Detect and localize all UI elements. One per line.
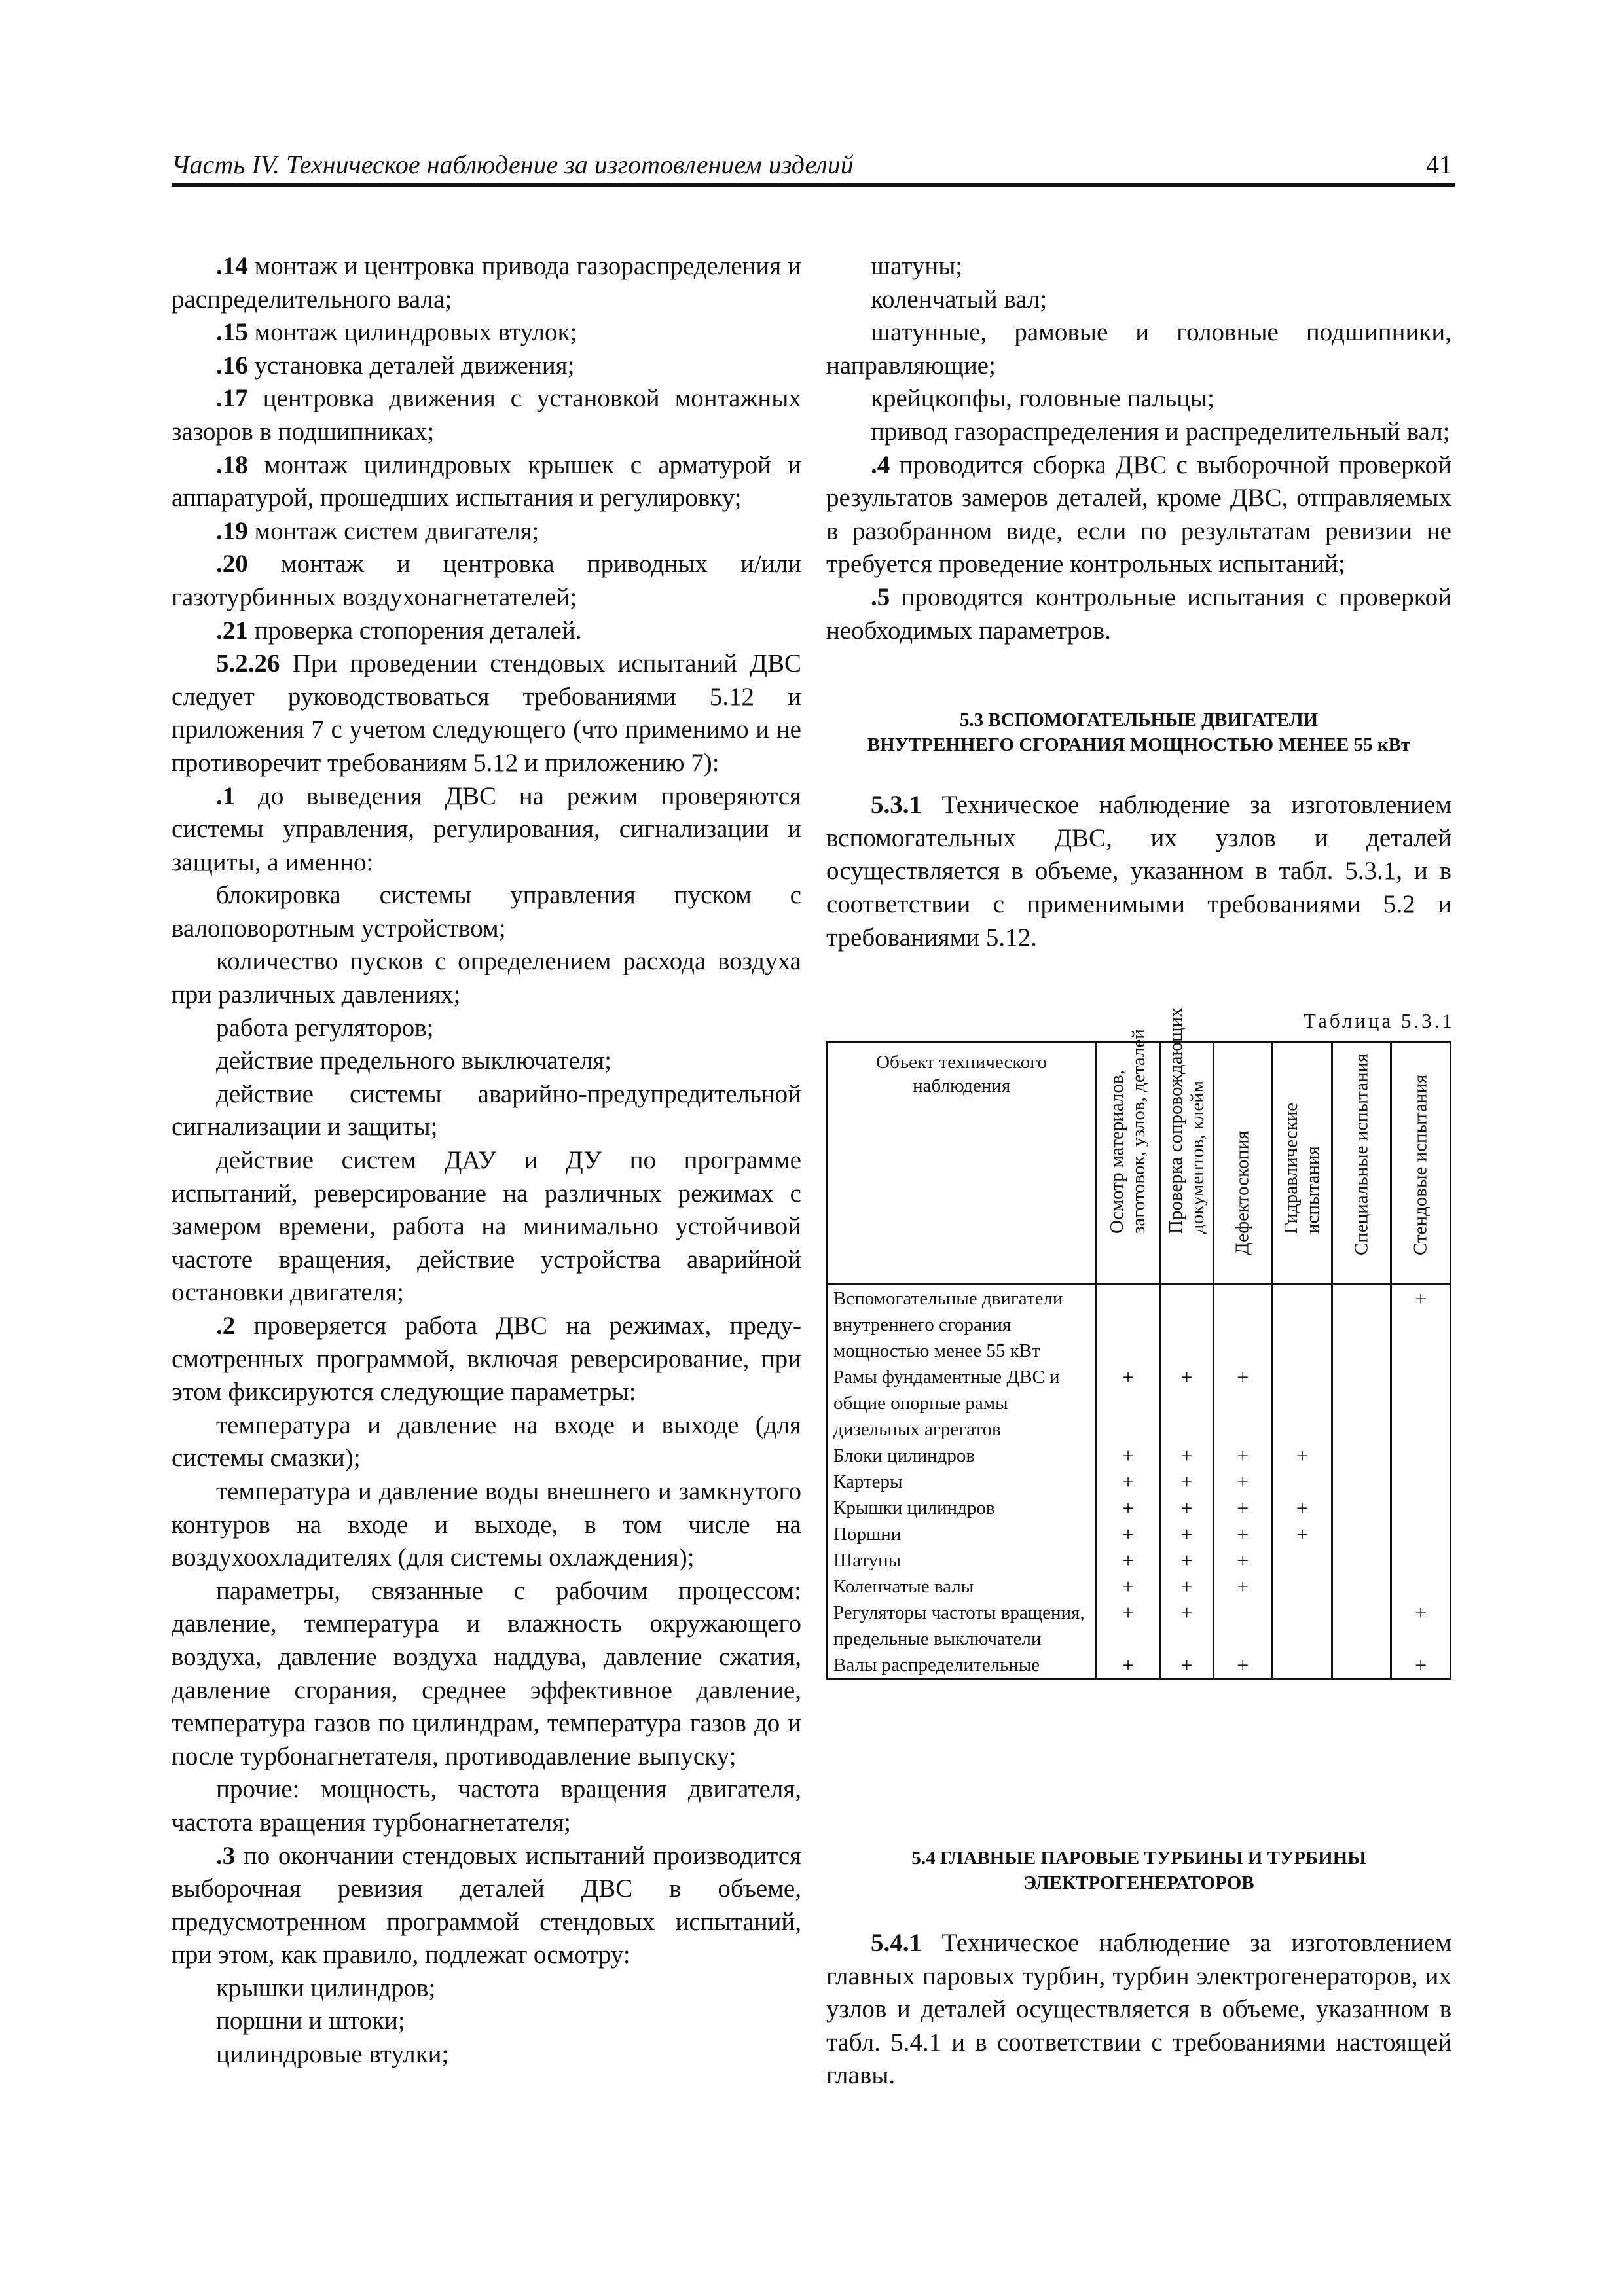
table-row	[828, 1364, 1451, 1443]
page-number: 41	[1426, 150, 1452, 179]
table-cell-mark	[1273, 1285, 1332, 1365]
table-cell-mark: +	[1096, 1495, 1161, 1521]
table-cell-mark: +	[1096, 1521, 1161, 1547]
table-cell-mark: +	[1096, 1364, 1161, 1443]
column-header: Проверка сопровождающих документов, клейм	[1160, 1042, 1213, 1285]
table-cell-mark	[1391, 1573, 1451, 1600]
table-cell-mark: +	[1391, 1285, 1451, 1365]
paragraph: крышки цилиндров;	[216, 1973, 436, 2002]
table-row	[828, 1285, 1451, 1365]
paragraph: прочие: мощность, частота вращения двигателя, частота вращения турбонагнетателя;	[172, 1775, 801, 1837]
table-row	[828, 1495, 1451, 1521]
table-header-row	[828, 1042, 1451, 1285]
table-cell-object: Шатуны	[828, 1547, 1096, 1573]
paragraph: .1 до выведения ДВС на режим проверяются системы управления, регулирования, сигнализации и защиты, а именно:	[172, 781, 801, 876]
table-cell-object: Поршни	[828, 1521, 1096, 1547]
table-cell-mark: +	[1273, 1443, 1332, 1469]
paragraph: параметры, связанные с рабочим процессом: давление, температура и влажность окружающего воздуха, давление воздуха наддува, давление сжатия, давление сгорания, среднее эффективное давление, температура газов по цилиндрам, температура газов до и после турбонагнетателя, противодавление выпуску;	[172, 1576, 801, 1770]
table-cell-mark: +	[1213, 1364, 1273, 1443]
table-cell-mark	[1391, 1469, 1451, 1495]
object-column-header: Объект технического наблюдения	[828, 1042, 1096, 1285]
left-column	[172, 250, 801, 2072]
paragraph: .4 проводится сборка ДВС с выборочной проверкой результатов замеров деталей, кроме ДВС, отправляемых в разобранном виде, если по результатам ревизии не требуется проведение контрольных испытаний;	[826, 450, 1451, 579]
table-cell-object: Рамы фундаментные ДВС и общие опорные рамы дизельных агрегатов	[828, 1364, 1096, 1443]
paragraph: цилиндровые втулки;	[216, 2040, 449, 2069]
table-cell-mark: +	[1213, 1547, 1273, 1573]
paragraph: коленчатый вал;	[871, 285, 1048, 314]
running-title: Часть IV. Техническое наблюдение за изготовлением изделий	[172, 150, 854, 179]
paragraph: блокировка системы управления пуском с валоповоротным устройством;	[172, 881, 801, 942]
table-cell-object: Блоки цилиндров	[828, 1443, 1096, 1469]
right-column	[826, 250, 1451, 954]
table-cell-mark: +	[1273, 1495, 1332, 1521]
column-header: Стендовые испытания	[1391, 1042, 1451, 1285]
paragraph: действие системы аварийно-предупредительной сигнализации и защиты;	[172, 1079, 801, 1141]
table-row	[828, 1547, 1451, 1573]
table-cell-mark: +	[1213, 1469, 1273, 1495]
paragraph: .17 центровка движения с установкой монтажных зазоров в подшипниках;	[172, 384, 801, 446]
table-cell-mark: +	[1096, 1573, 1161, 1600]
paragraph: шатунные, рамовые и головные подшипники, направляющие;	[826, 318, 1451, 380]
table-cell-mark: +	[1160, 1469, 1213, 1495]
column-header: Гидравлические испытания	[1273, 1042, 1332, 1285]
table-cell-mark	[1213, 1600, 1273, 1652]
table-cell-mark	[1332, 1364, 1391, 1443]
table-cell-mark: +	[1213, 1495, 1273, 1521]
paragraph: привод газораспределения и распределительный вал;	[871, 417, 1450, 446]
paragraph: действие систем ДАУ и ДУ по программе испытаний, реверсирование на различных режимах с замером времени, работа на минимально устойчивой частоте вращения, действие устройства аварийной остановки двигателя;	[172, 1146, 801, 1307]
table-cell-mark	[1332, 1443, 1391, 1469]
paragraph: 5.2.26 При проведении стендовых испытаний ДВС следует руководствоваться требованиями 5.12 и приложения 7 с учетом следующего (что применимо и не противоречит требованиям 5.12 и приложению 7):	[172, 649, 801, 777]
table-cell-object: Картеры	[828, 1469, 1096, 1495]
paragraph: крейцкопфы, головные пальцы;	[871, 384, 1215, 413]
table-cell-mark: +	[1096, 1547, 1161, 1573]
right-column-list	[826, 250, 1451, 647]
paragraph: температура и давление на входе и выходе (для системы смазки);	[172, 1410, 801, 1473]
paragraph: работа регуляторов;	[216, 1013, 434, 1042]
table-cell-mark	[1213, 1285, 1273, 1365]
paragraph: .14 монтаж и центровка привода газораспределения и распределительного вала;	[172, 252, 801, 314]
paragraph: поршни и штоки;	[216, 2007, 405, 2036]
table-cell-mark: +	[1160, 1364, 1213, 1443]
table-cell-mark	[1391, 1443, 1451, 1469]
table-cell-object: Коленчатые валы	[828, 1573, 1096, 1600]
table-cell-mark	[1332, 1469, 1391, 1495]
table-row	[828, 1600, 1451, 1652]
table-cell-mark: +	[1213, 1652, 1273, 1679]
section-5-4-heading: 5.4 ГЛАВНЫЕ ПАРОВЫЕ ТУРБИНЫ И ТУРБИНЫ ЭЛЕКТРОГЕНЕРАТОРОВ	[911, 1848, 1366, 1893]
column-header: Дефектоскопия	[1213, 1042, 1273, 1285]
table-cell-object: Валы распределительные	[828, 1652, 1096, 1679]
table-cell-mark	[1332, 1285, 1391, 1365]
paragraph: температура и давление воды внешнего и замкнутого контуров на входе и выходе, в том числе на воздухоохладителях (для системы охлаждения);	[172, 1477, 801, 1572]
section-5-3-heading: 5.3 ВСПОМОГАТЕЛЬНЫЕ ДВИГАТЕЛИ ВНУТРЕННЕГО СГОРАНИЯ МОЩНОСТЬЮ МЕНЕЕ 55 кВт	[867, 709, 1411, 756]
paragraph: действие предельного выключателя;	[216, 1047, 612, 1075]
table-cell-mark	[1332, 1547, 1391, 1573]
table-cell-mark	[1391, 1364, 1451, 1443]
table-cell-mark	[1273, 1547, 1332, 1573]
paragraph: .2 проверяется работа ДВС на режимах, предусмотренных программой, включая реверсирование, при этом фиксируются следующие параметры:	[172, 1312, 801, 1407]
table-cell-mark: +	[1160, 1443, 1213, 1469]
table-row	[828, 1469, 1451, 1495]
table-row	[828, 1521, 1451, 1547]
table-cell-mark	[1391, 1495, 1451, 1521]
column-header: Специальные испытания	[1332, 1042, 1391, 1285]
page-header	[172, 145, 1455, 187]
table-cell-object: Вспомогательные двигатели внутреннего сгорания мощностью менее 55 кВт	[828, 1285, 1096, 1365]
table-cell-mark: +	[1391, 1652, 1451, 1679]
column-header: Осмотр материалов, заготовок, узлов, деталей	[1096, 1042, 1161, 1285]
table-cell-mark: +	[1160, 1521, 1213, 1547]
table-cell-mark	[1391, 1547, 1451, 1573]
table-cell-mark: +	[1213, 1573, 1273, 1600]
paragraph: .16 установка деталей движения;	[216, 351, 575, 380]
table-cell-mark: +	[1096, 1443, 1161, 1469]
table-cell-mark: +	[1213, 1443, 1273, 1469]
table-cell-mark: +	[1160, 1547, 1213, 1573]
table-cell-mark	[1332, 1495, 1391, 1521]
table-cell-mark: +	[1213, 1521, 1273, 1547]
table-cell-mark	[1273, 1469, 1332, 1495]
table-cell-mark	[1332, 1521, 1391, 1547]
paragraph-5-4-1: 5.4.1 Техническое наблюдение за изготовлением главных паровых турбин, турбин электрогенераторов, их узлов и деталей осуществляется в объеме, указанном в табл. 5.4.1 и в соответствии с требованиями настоящей главы.	[826, 1929, 1451, 2090]
paragraph-5-3-1: 5.3.1 Техническое наблюдение за изготовлением вспомогательных ДВС, их узлов и деталей осуществляется в объеме, указанном в табл. 5.3.1, и в соответствии с применимыми требованиями 5.2 и требованиями 5.12.	[826, 791, 1451, 952]
table-cell-mark: +	[1096, 1469, 1161, 1495]
table-cell-mark	[1391, 1521, 1451, 1547]
table-cell-mark	[1273, 1573, 1332, 1600]
table-cell-mark: +	[1096, 1600, 1161, 1652]
table-cell-mark: +	[1391, 1600, 1451, 1652]
paragraph: .5 проводятся контрольные испытания с проверкой необходимых параметров.	[826, 583, 1451, 645]
table-caption: Таблица 5.3.1	[1303, 1009, 1455, 1032]
paragraph: шатуны;	[871, 252, 963, 280]
table-cell-object: Крышки цилиндров	[828, 1495, 1096, 1521]
paragraph: .20 монтаж и центровка приводных и/или газотурбинных воздухонагнетателей;	[172, 550, 801, 611]
table-cell-mark	[1160, 1285, 1213, 1365]
table-cell-mark	[1273, 1652, 1332, 1679]
table-cell-mark	[1273, 1600, 1332, 1652]
table-cell-mark: +	[1160, 1495, 1213, 1521]
table-cell-mark: +	[1160, 1652, 1213, 1679]
table-cell-mark	[1096, 1285, 1161, 1365]
paragraph: количество пусков с определением расхода воздуха при различных давлениях;	[172, 947, 801, 1009]
table-cell-mark	[1332, 1600, 1391, 1652]
table-cell-object: Регуляторы частоты вращения, предельные выключатели	[828, 1600, 1096, 1652]
table-cell-mark	[1273, 1364, 1332, 1443]
table-cell-mark: +	[1160, 1573, 1213, 1600]
table-cell-mark: +	[1160, 1600, 1213, 1652]
table-cell-mark: +	[1096, 1652, 1161, 1679]
table-cell-mark	[1332, 1652, 1391, 1679]
paragraph: .3 по окончании стендовых испытаний производится выборочная ревизия деталей ДВС в объеме, предусмотренном программой стендовых испытаний, при этом, как правило, подлежат осмотру:	[172, 1841, 801, 1969]
table-row	[828, 1573, 1451, 1600]
table-cell-mark	[1332, 1573, 1391, 1600]
table-row	[828, 1443, 1451, 1469]
paragraph: .19 монтаж систем двигателя;	[216, 516, 539, 545]
paragraph: .21 проверка стопорения деталей.	[216, 616, 582, 645]
section-5-4	[826, 1846, 1451, 2092]
table-cell-mark: +	[1273, 1521, 1332, 1547]
table-row	[828, 1652, 1451, 1679]
paragraph: .15 монтаж цилиндровых втулок;	[216, 318, 577, 347]
paragraph: .18 монтаж цилиндровых крышек с арматурой и аппаратурой, прошедших испытания и регулировку;	[172, 450, 801, 512]
